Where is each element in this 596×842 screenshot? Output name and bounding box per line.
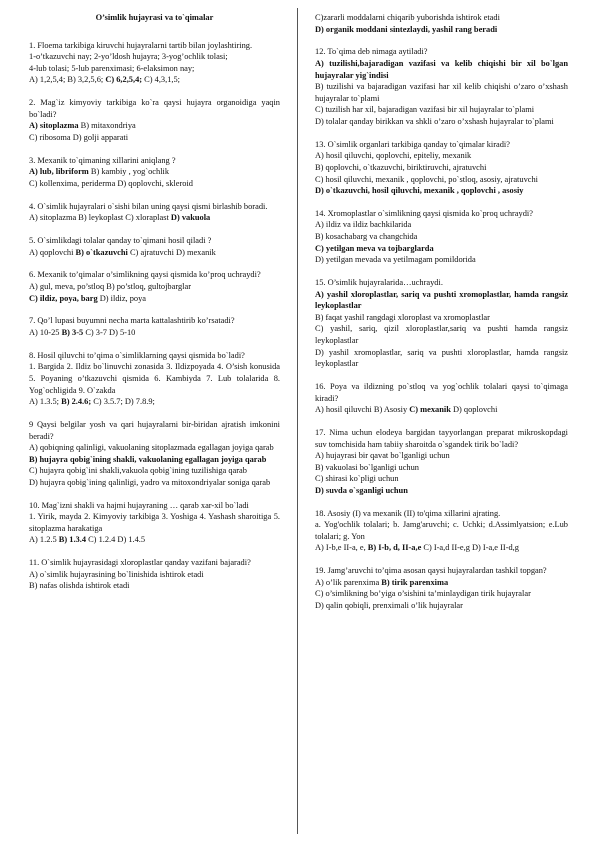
answer-line	[29, 247, 280, 259]
answer-text: A) sitoplazma B) leykoplast C) xloraplast	[29, 213, 171, 223]
question-block	[315, 208, 568, 266]
answer-line: 1. Yirik, mayda 2. Kimyoviy tarkibiga 3. Yoshiga 4. Yashash sharoitiga 5. sitoplazma harakatiga	[29, 512, 280, 533]
question-text: 19. Jamg’aruvchi to’qima asosan qaysi hujayralardan tashkil topgan?	[315, 566, 547, 576]
question-text: 18. Asosiy (I) va mexanik (II) to'qima xillarini ajrating.	[315, 508, 501, 518]
correct-answer: B) 3-5	[61, 328, 84, 337]
correct-answer-line: D) organik moddani sintezlaydi, yashil rang beradi	[315, 24, 498, 34]
left-question-list	[29, 40, 280, 592]
question-block	[29, 40, 280, 86]
correct-answer: B) 1.3.4	[58, 535, 86, 545]
question-block	[29, 269, 280, 304]
answer-line	[29, 166, 280, 178]
answer-line: 1. Bargida 2. Ildiz bo`linuvchi zonasida 3. Ildizpoyada 4. O’sish konusida 5. Poyaning o’tkazuvchi qismida 6. Kambiyda 7. Lub tolalarida 8. Yog`ochligida 9. O`zakda	[29, 362, 280, 395]
answer-text: A) 1.3.5;	[29, 397, 62, 407]
correct-answer: B) I-b, d, II-a,e	[367, 543, 422, 553]
answer-line: C) hosil qiluvchi, mexanik , qoplovchi, po`stloq, asosiy, ajratuvchi	[315, 174, 538, 184]
answer-line	[315, 577, 568, 589]
answer-text: A) 1.2.5	[29, 535, 59, 545]
answer-text: C) ajratuvchi D) mexanik	[127, 247, 216, 257]
answer-line: C) kollenxima, periderma D) qoplovchi, skleroid	[29, 178, 193, 188]
answer-line: D) qalin qobiqli, prenximali o’lik hujayralar	[315, 601, 463, 611]
answer-line: B) nafas olishda ishtirok etadi	[29, 581, 130, 591]
answer-text: A) 10-25	[29, 328, 62, 337]
correct-answer: B) tirik parenxima	[381, 577, 449, 587]
question-text: 8. Hosil qiluvchi to’qima o`simliklarning qaysi qismida bo`ladi?	[29, 350, 245, 360]
question-block	[29, 500, 280, 546]
answer-line: 4-lub tolasi; 5-lub parenximasi; 6-elaksimon nay;	[29, 63, 195, 73]
answer-line: B) faqat yashil rangdagi xloroplast va xromoplastlar	[315, 312, 490, 322]
question-block	[315, 427, 568, 497]
answer-line: A) hosil qiluvchi, qoplovchi, epiteliy, mexanik	[315, 151, 472, 161]
answer-line	[29, 327, 280, 339]
correct-answer: D) vakuola	[170, 213, 211, 223]
answer-line: A) gul, meva, po’stloq B) po’stloq, gultojbarglar	[29, 282, 191, 292]
question-text: 9 Qaysi belgilar yosh va qari hujayralarni bir-biridan ajratish imkonini beradi?	[29, 419, 280, 441]
question-text: 17. Nima uchun elodeya bargidan tayyorlangan preparat mikroskopdagi suv tomchisida ham tabiiy sharoitda o`sgandek tirik bo`ladi?	[315, 427, 568, 449]
correct-answer: C) ildiz, poya, barg	[29, 293, 98, 303]
answer-line: B) vakuolasi bo`lganligi uchun	[315, 462, 419, 472]
answer-line: D) yetilgan mevada va yetilmagam pomildorida	[315, 255, 476, 265]
answer-text: B) mitaxondriya	[78, 121, 136, 131]
answer-line: C) shirasi ko`pligi uchun	[315, 474, 399, 484]
right-question-list	[315, 12, 568, 612]
correct-answer-line: B) hujayra qobig`ining shakli, vakuolaning egallagan joyiga qarab	[29, 454, 267, 464]
answer-text: C) I-a,d II-e,g D) I-a,e II-d,g	[421, 543, 519, 553]
question-text: 14. Xromoplastlar o`simlikning qaysi qismida ko`proq uchraydi?	[315, 208, 533, 218]
answer-line: a. Yog'ochlik tolalari; b. Jamg'aruvchi; c. Uchki; d.Assimlyatsion; e.Lub tolalari; g. Yon	[315, 520, 568, 541]
question-text: 7. Qo’l lupasi buyumni necha marta kattalashtirib ko’rsatadi?	[29, 316, 235, 326]
answer-text: D) qoplovchi	[450, 405, 498, 415]
question-block	[315, 139, 568, 197]
answer-line	[29, 74, 280, 86]
question-text: 2. Mag`iz kimyoviy tarkibiga ko`ra qaysi hujayra organoidiga yaqin bo`ladi?	[29, 98, 280, 119]
column-divider	[297, 8, 298, 834]
question-text: 1. Floema tarkibiga kiruvchi hujayralarni tartib bilan joylashtiring.	[29, 40, 253, 50]
question-block	[29, 235, 280, 258]
correct-answer-line: A) tuzilishi,bajaradigan vazifasi va kelib chiqishi bir xil bo`lgan hujayralar yig`indisi	[315, 58, 568, 80]
question-block	[29, 419, 280, 489]
answer-line: B) qoplovchi, o`tkazuvchi, biriktiruvchi, ajratuvchi	[315, 162, 487, 172]
answer-line	[29, 293, 280, 305]
correct-answer: B) o`tkazuvchi	[75, 247, 128, 257]
answer-line: C) hujayra qobig`ini shakli,vakuola qobig`ining tuzilishiga qarab	[29, 466, 247, 476]
answer-line	[29, 212, 280, 224]
answer-text: D) ildiz, poya	[97, 293, 147, 303]
question-text: 5. O`simlikdagi tolalar qanday to`qimani hosil qiladi ?	[29, 236, 212, 246]
answer-text: C) 1.2.4 D) 1.4.5	[86, 535, 146, 545]
answer-line: 1-o’tkazuvchi nay; 2-yo’ldosh hujayra; 3-yog’ochlik tolasi;	[29, 52, 228, 62]
answer-text: A) 1,2,5,4; B) 3,2,5,6;	[29, 75, 106, 85]
question-block	[315, 277, 568, 370]
question-block	[29, 155, 280, 190]
answer-line	[29, 396, 280, 408]
question-block	[29, 201, 280, 224]
correct-answer: B) 2.4.6;	[61, 397, 92, 407]
question-text: C)zararli moddalarni chiqarib yuborishda ishtirok etadi	[315, 13, 500, 22]
question-text: 3. Mexanik to`qimaning xillarini aniqlang ?	[29, 155, 176, 165]
answer-line: A) qobiqning qalinligi, vakuolaning sitoplazmada egallagan joyiga qarab	[29, 443, 274, 453]
answer-line: C) ribosoma D) golji apparati	[29, 132, 129, 142]
correct-answer: C) mexanik	[409, 405, 451, 415]
correct-answer-line: A) yashil xloroplastlar, sariq va pushti xromoplastlar, hamda rangsiz leykoplastlar	[315, 289, 568, 311]
answer-line	[29, 534, 280, 546]
left-column	[29, 12, 280, 603]
answer-line: A) ildiz va ildiz bachkilarida	[315, 220, 412, 230]
answer-line: D) tolalar qanday birikkan va shkli o’zaro o’xshash hujayralar to`plami	[315, 116, 554, 126]
answer-line	[315, 404, 568, 416]
question-text: 6. Mexanik to’qimalar o’simlikning qaysi qismida ko’proq uchraydi?	[29, 270, 261, 280]
answer-line	[315, 542, 568, 554]
answer-line: A) hujayrasi bir qavat bo`lganligi uchun	[315, 451, 450, 461]
answer-line: B) tuzilishi va bajaradigan vazifasi har xil kelib chiqishi o’zaro o’xshash hujayralar to`plami	[315, 82, 568, 103]
correct-answer: A) sitoplazma	[29, 121, 79, 131]
correct-answer-line: C) yetilgan meva va tojbarglarda	[315, 243, 434, 253]
answer-line: D) yashil xromoplastlar, sariq va pushti xloroplastlar, hamda rangsiz leykoplastlar	[315, 347, 568, 369]
question-text: 13. O`simlik organlari tarkibiga qanday to`qimalar kiradi?	[315, 139, 510, 149]
answer-text: C) 4,3,1,5;	[142, 75, 180, 85]
answer-text: B) kambiy , yog`ochlik	[88, 167, 170, 177]
answer-text: A) I-b,e II-a, e,	[315, 543, 368, 553]
correct-answer: A) lub, libriform	[29, 167, 89, 177]
question-block	[29, 557, 280, 592]
question-text: 11. O`simlik hujayrasidagi xloroplastlar qanday vazifani bajaradi?	[29, 558, 251, 568]
question-text: 15. O’simlik hujayralarida…uchraydi.	[315, 278, 443, 288]
page-title: O’simlik hujayrasi va to`qimalar	[95, 13, 214, 22]
answer-line: C) tuzilish har xil, bajaradigan vazifasi bir xil hujayralar to`plami	[315, 105, 535, 115]
correct-answer-line: D) o`tkazuvchi, hosil qiluvchi, mexanik , qoplovchi , asosiy	[315, 186, 524, 196]
answer-line: C) o’simlikning bo’yiga o’sishini ta’minlaydigan tirik hujayralar	[315, 589, 531, 599]
question-block	[315, 508, 568, 554]
right-column	[315, 12, 568, 623]
answer-line: B) kosachabarg va changchida	[315, 232, 418, 242]
question-block	[315, 565, 568, 611]
answer-text: A) hosil qiluvchi B) Asosiy	[315, 405, 410, 415]
correct-answer: C) 6,2,5,4;	[105, 75, 143, 85]
question-text: 4. O`simlik hujayralari o`sishi bilan uning qaysi qismi birlashib boradi.	[29, 201, 268, 211]
answer-line: A) o`simlik hujayrasining bo`linishida ishtirok etadi	[29, 569, 204, 579]
correct-answer-line: D) suvda o`sganligi uchun	[315, 485, 408, 495]
answer-text: A) qoplovchi	[29, 247, 76, 257]
answer-text: C) 3-7 D) 5-10	[83, 328, 136, 337]
question-text: 12. To`qima deb nimaga aytiladi?	[315, 47, 428, 57]
question-text: 10. Mag`izni shakli va hajmi hujayraning … qarab xar-xil bo`ladi	[29, 500, 249, 510]
answer-text: A) o’lik parenxima	[315, 577, 382, 587]
question-block	[29, 97, 280, 143]
question-block	[29, 315, 280, 338]
question-block	[315, 12, 568, 35]
answer-line: C) yashil, sariq, qizil xloroplastlar,sariq va pushti hamda rangsiz leykoplastlar	[315, 324, 568, 345]
answer-line: D) hujayra qobig`ining qalinligi, yadro va mitoxondriyalar soniga qarab	[29, 477, 271, 487]
question-block	[315, 46, 568, 127]
answer-text: C) 3.5.7; D) 7.8.9;	[91, 397, 155, 407]
question-block	[29, 350, 280, 408]
answer-line	[29, 120, 280, 132]
question-text: 16. Poya va ildizning po`stloq va yog`ochlik tolalari qaysi to`qimaga kiradi?	[315, 381, 568, 403]
question-block	[315, 381, 568, 416]
